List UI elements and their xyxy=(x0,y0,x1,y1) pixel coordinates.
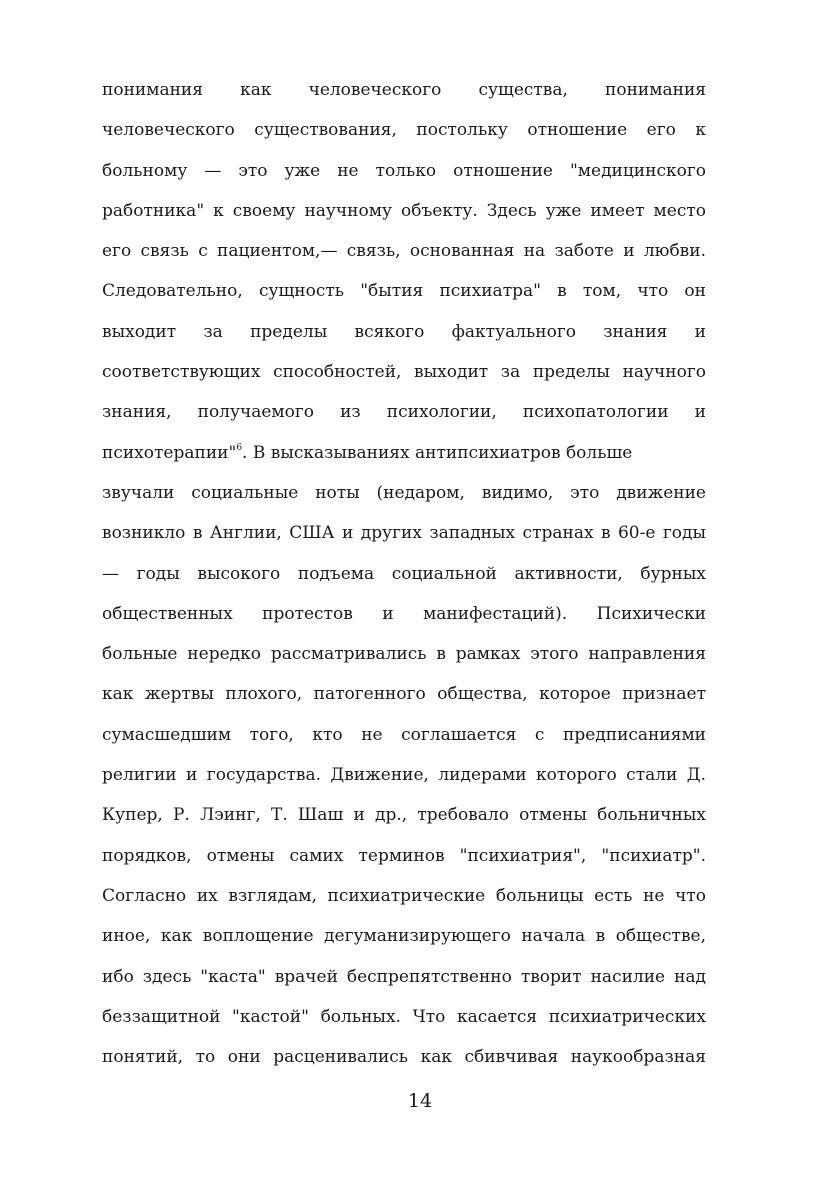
body-text xyxy=(102,70,706,1077)
text-line: Согласно их взглядам, психиатрические больницы есть не что xyxy=(102,885,706,906)
text-line: человеческого существования, постольку отношение его к xyxy=(102,120,706,141)
text-line: понятий, то они расценивались как сбивчивая наукообразная xyxy=(102,1047,706,1068)
footnote-reference[interactable]: 6 xyxy=(236,442,243,453)
text-line: больному — это уже не только отношение "медицинского xyxy=(102,160,706,181)
text-line: звучали социальные ноты (недаром, видимо, это движение xyxy=(102,482,706,503)
text-line-tail: . В высказываниях антипсихиатров больше xyxy=(242,442,633,463)
text-line: его связь с пациентом,— связь, основанная на заботе и любви. xyxy=(102,241,706,262)
text-line: религии и государства. Движение, лидерами которого стали Д. xyxy=(102,765,706,786)
text-line: общественных протестов и манифестаций). Психически xyxy=(102,603,706,624)
text-line: порядков, отмены самих терминов "психиатрия", "психиатр". xyxy=(102,845,706,866)
text-line: выходит за пределы всякого фактуального знания и xyxy=(102,321,706,342)
text-line: понимания как человеческого существа, понимания xyxy=(102,80,706,100)
text-line: работника" к своему научному объекту. Здесь уже имеет место xyxy=(102,200,706,221)
text-line: ибо здесь "каста" врачей беспрепятственно творит насилие над xyxy=(102,966,706,987)
text-line: — годы высокого подъема социальной активности, бурных xyxy=(102,563,706,584)
text-line: сумасшедшим того, кто не соглашается с предписаниями xyxy=(102,724,706,745)
text-line: как жертвы плохого, патогенного общества, которое признает xyxy=(102,684,706,705)
text-line: соответствующих способностей, выходит за пределы научного xyxy=(102,362,706,383)
text-line-head: психотерапии" xyxy=(102,442,237,463)
text-line: знания, получаемого из психологии, психопатологии и xyxy=(102,402,706,423)
text-line: иное, как воплощение дегуманизирующего начала в обществе, xyxy=(102,926,706,947)
text-line: беззащитной "кастой" больных. Что касается психиатрических xyxy=(102,1006,706,1027)
text-line: Следовательно, сущность "бытия психиатра" в том, что он xyxy=(102,281,706,302)
text-line-with-footnote xyxy=(102,433,706,473)
text-line: возникло в Англии, США и других западных странах в 60-е годы xyxy=(102,523,706,544)
page-number: 14 xyxy=(407,1090,433,1112)
text-line: Купер, Р. Лэинг, Т. Шаш и др., требовало отмены больничных xyxy=(102,805,706,826)
text-line: больные нередко рассматривались в рамках этого направления xyxy=(102,644,706,665)
